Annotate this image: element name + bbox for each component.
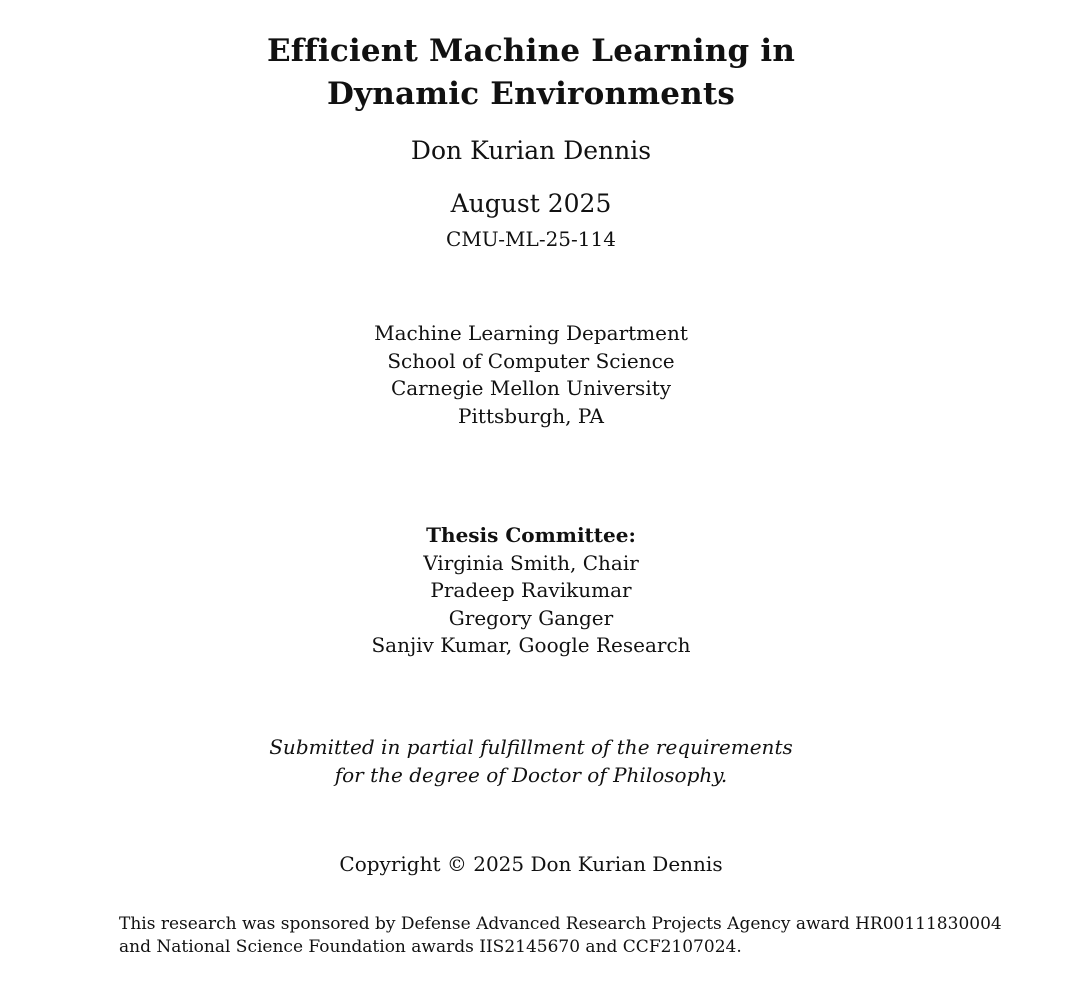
- sponsorship-line-1: This research was sponsored by Defense Advanced Research Projects Agency award HR00111830004: [119, 914, 1002, 934]
- report-number: CMU-ML-25-114: [446, 227, 616, 251]
- committee-heading: Thesis Committee:: [426, 523, 636, 547]
- university-name: Carnegie Mellon University: [390, 376, 672, 400]
- location: Pittsburgh, PA: [458, 403, 604, 428]
- committee-member: Virginia Smith, Chair: [423, 550, 639, 575]
- sponsorship-line-2: and National Science Foundation awards IIS2145670 and CCF2107024.: [119, 937, 742, 957]
- thesis-title: [0, 30, 1062, 116]
- affiliation-block: [0, 320, 1062, 430]
- author-name: Don Kurian Dennis: [410, 136, 652, 165]
- submission-statement: [0, 733, 1062, 789]
- submission-line-2: for the degree of Doctor of Philosophy.: [334, 763, 728, 787]
- department-name: Machine Learning Department: [374, 321, 688, 345]
- submission-line-1: Submitted in partial fulfillment of the requirements: [269, 735, 793, 759]
- committee-member: Sanjiv Kumar, Google Research: [371, 633, 691, 657]
- publication-date: August 2025: [450, 189, 612, 218]
- committee-member: Gregory Ganger: [448, 605, 614, 630]
- copyright-notice: Copyright © 2025 Don Kurian Dennis: [339, 852, 723, 876]
- school-name: School of Computer Science: [387, 348, 675, 373]
- thesis-committee: [0, 522, 1062, 660]
- sponsorship-note: [119, 913, 1019, 959]
- thesis-title-line-2: Dynamic Environments: [326, 76, 736, 112]
- committee-member: Pradeep Ravikumar: [430, 578, 632, 602]
- thesis-title-line-1: Efficient Machine Learning in: [266, 33, 796, 69]
